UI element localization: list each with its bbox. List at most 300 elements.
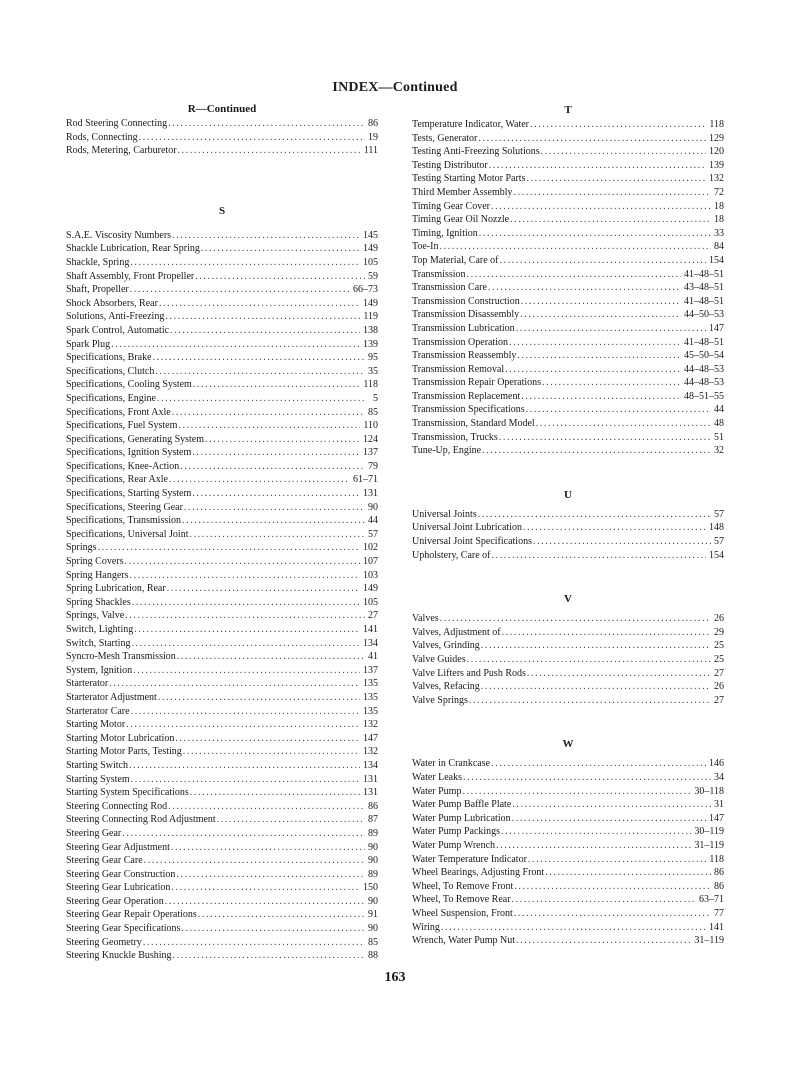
entry-label: Wheel Suspension, Front <box>412 907 513 919</box>
index-entry <box>412 444 724 458</box>
dot-leader <box>523 521 706 535</box>
entry-page-ref: 107 <box>363 556 378 568</box>
dot-leader <box>514 880 711 894</box>
entry-page-ref: 44–48–53 <box>684 377 724 389</box>
entry-page-ref: 105 <box>363 596 378 608</box>
entry-label: Transmission Specifications <box>412 404 525 416</box>
index-entry <box>66 460 378 474</box>
entry-label: Water Pump <box>412 785 462 797</box>
index-entry <box>412 172 724 186</box>
dot-leader <box>111 338 360 352</box>
index-entry <box>412 785 724 799</box>
entry-label: Specifications, Generating System <box>66 433 205 445</box>
dot-leader <box>176 868 365 882</box>
entry-page-ref: 131 <box>363 773 378 785</box>
entry-label: Starting Motor Lubrication <box>66 732 175 744</box>
dot-leader <box>520 308 681 322</box>
index-entry <box>412 680 724 694</box>
entry-label: Shock Absorbers, Rear <box>66 297 158 309</box>
dot-leader <box>440 612 711 626</box>
index-entry <box>412 921 724 935</box>
dot-leader <box>481 639 711 653</box>
dot-leader <box>440 240 711 254</box>
entry-label: Transmission, Trucks <box>412 431 498 443</box>
entry-label: Spark Control, Automatic <box>66 324 170 336</box>
dot-leader <box>201 242 360 256</box>
dot-leader <box>516 934 691 948</box>
entry-label: Steering Gear Construction <box>66 868 176 880</box>
entry-page-ref: 44 <box>714 404 724 416</box>
entry-label: Starting System Specifications <box>66 787 189 799</box>
dot-leader <box>165 895 365 909</box>
dot-leader <box>528 853 706 867</box>
index-entry <box>412 521 724 535</box>
entry-page-ref: 118 <box>363 379 378 391</box>
section-heading-r: R—Continued <box>187 103 257 115</box>
entry-page-ref: 45–50–54 <box>684 350 724 362</box>
entry-label: Springs <box>66 542 97 554</box>
entry-label: Valves <box>412 613 439 625</box>
entry-label: Valve Springs <box>412 694 468 706</box>
entry-label: Transmission Care <box>412 282 487 294</box>
index-entry <box>412 694 724 708</box>
index-entry <box>412 363 724 377</box>
index-entry <box>66 446 378 460</box>
index-entry <box>66 324 378 338</box>
entry-label: Rods, Metering, Carburetor <box>66 145 177 157</box>
entry-label: Transmission Construction <box>412 295 520 307</box>
index-entry <box>412 308 724 322</box>
section-spacer <box>66 158 378 204</box>
entry-page-ref: 147 <box>709 812 724 824</box>
index-entry <box>66 854 378 868</box>
dot-leader <box>467 653 711 667</box>
entry-page-ref: 154 <box>709 549 724 561</box>
dot-leader <box>177 650 365 664</box>
entry-label: Wheel Bearings, Adjusting Front <box>412 867 545 879</box>
dot-leader <box>168 117 365 131</box>
index-entry <box>412 281 724 295</box>
entry-page-ref: 44–50–53 <box>684 309 724 321</box>
entry-label: Specifications, Universal Joint <box>66 528 189 540</box>
entry-page-ref: 147 <box>363 732 378 744</box>
entry-label: S.A.E. Viscosity Numbers <box>66 229 172 241</box>
entry-label: Spark Plug <box>66 338 111 350</box>
entry-label: Specifications, Brake <box>66 352 152 364</box>
entry-page-ref: 61–71 <box>353 474 378 486</box>
index-entry <box>66 677 378 691</box>
dot-leader <box>496 839 691 853</box>
dot-leader <box>139 131 365 145</box>
entry-label: Timing Gear Cover <box>412 200 490 212</box>
dot-leader <box>143 936 365 950</box>
index-entry <box>412 118 724 132</box>
entry-page-ref: 86 <box>714 880 724 892</box>
dot-leader <box>175 732 360 746</box>
index-entry <box>66 908 378 922</box>
index-entry <box>412 403 724 417</box>
entry-page-ref: 25 <box>714 654 724 665</box>
index-entry <box>66 936 378 950</box>
entry-page-ref: 119 <box>363 311 378 323</box>
index-entry <box>66 609 378 623</box>
dot-leader <box>467 268 681 282</box>
entry-label: Universal Joint Specifications <box>412 536 532 548</box>
index-entry <box>412 376 724 390</box>
dot-leader <box>499 431 711 445</box>
dot-leader <box>505 363 681 377</box>
entry-page-ref: 103 <box>363 569 378 581</box>
entry-page-ref: 51 <box>714 431 724 443</box>
dot-leader <box>514 907 711 921</box>
index-entry <box>412 866 724 880</box>
entry-page-ref: 79 <box>368 460 378 472</box>
entry-label: Water Pump Baffle Plate <box>412 799 512 811</box>
index-entry <box>66 351 378 365</box>
entry-label: Steering Connecting Rod <box>66 800 168 812</box>
index-entry <box>66 650 378 664</box>
entry-label: Valves, Refacing <box>412 681 480 693</box>
entry-page-ref: 90 <box>368 501 378 513</box>
index-entry <box>412 322 724 336</box>
entry-page-ref: 63–71 <box>699 894 724 906</box>
dot-leader <box>482 444 711 458</box>
entry-label: Tune-Up, Engine <box>412 445 482 457</box>
entry-label: Steering Gear Lubrication <box>66 882 171 894</box>
dot-leader <box>536 417 711 431</box>
entry-label: Shackle, Spring <box>66 256 130 268</box>
dot-leader <box>133 664 360 678</box>
entry-label: Steering Gear Repair Operations <box>66 909 197 921</box>
entry-label: Transmission Operation <box>412 336 509 348</box>
entry-page-ref: 90 <box>368 923 378 935</box>
page-number: 163 <box>384 970 406 985</box>
entry-label: Transmission <box>412 268 466 280</box>
entry-label: System, Ignition <box>66 664 133 676</box>
entry-label: Rod Steering Connecting <box>66 118 168 129</box>
entry-page-ref: 111 <box>363 145 378 157</box>
dot-leader <box>512 893 696 907</box>
dot-leader <box>157 392 365 406</box>
entry-label: Timing Gear Oil Nozzle <box>412 214 510 226</box>
section-spacer <box>66 219 378 229</box>
index-entry <box>412 798 724 812</box>
entry-page-ref: 134 <box>363 637 378 649</box>
dot-leader <box>488 281 681 295</box>
entry-page-ref: 57 <box>368 528 378 540</box>
index-entry <box>66 555 378 569</box>
dot-leader <box>517 349 681 363</box>
dot-leader <box>125 555 361 569</box>
entry-label: Transmission, Standard Model <box>412 418 535 430</box>
entry-label: Valve Lifters and Push Rods <box>412 667 526 679</box>
entry-label: Spring Covers <box>66 556 124 568</box>
entry-label: Third Member Assembly <box>412 186 513 198</box>
index-entry <box>66 528 378 542</box>
entry-label: Spring Hangers <box>66 569 129 581</box>
entry-page-ref: 137 <box>363 664 378 676</box>
dot-leader <box>159 297 360 311</box>
entry-label: Specifications, Clutch <box>66 365 155 377</box>
index-entry <box>412 880 724 894</box>
entry-label: Toe-In <box>412 241 439 253</box>
entry-page-ref: 90 <box>368 841 378 853</box>
index-entry <box>66 501 378 515</box>
entry-label: Solutions, Anti-Freezing <box>66 311 165 323</box>
entry-label: Switch, Starting <box>66 637 131 649</box>
entry-page-ref: 131 <box>363 488 378 500</box>
index-entry <box>412 667 724 681</box>
section-t-entries <box>412 118 724 458</box>
index-entry <box>66 596 378 610</box>
section-heading-s: S <box>218 204 226 217</box>
entry-page-ref: 57 <box>714 536 724 548</box>
section-heading-u: U <box>564 488 572 501</box>
entry-label: Syncro-Mesh Transmission <box>66 651 176 663</box>
entry-page-ref: 31 <box>714 799 724 811</box>
dot-leader <box>192 446 360 460</box>
entry-page-ref: 18 <box>714 214 724 226</box>
dot-leader <box>180 460 365 474</box>
index-entry <box>66 786 378 800</box>
entry-label: Water in Crankcase <box>412 758 491 770</box>
entry-label: Specifications, Starting System <box>66 488 192 500</box>
dot-leader <box>512 812 706 826</box>
entry-page-ref: 86 <box>368 800 378 812</box>
dot-leader <box>182 514 365 528</box>
entry-page-ref: 85 <box>368 406 378 418</box>
entry-label: Steering Geometry <box>66 936 142 948</box>
section-heading-w: W <box>562 738 574 751</box>
index-entry <box>412 336 724 350</box>
entry-page-ref: 66–73 <box>353 284 378 296</box>
dot-leader <box>122 827 365 841</box>
index-entry <box>66 569 378 583</box>
entry-label: Upholstery, Care of <box>412 549 491 561</box>
dot-leader <box>489 159 706 173</box>
dot-leader <box>165 310 360 324</box>
entry-label: Specifications, Fuel System <box>66 420 178 432</box>
index-entry <box>412 549 724 563</box>
entry-page-ref: 85 <box>368 936 378 948</box>
dot-leader <box>193 378 361 392</box>
entry-page-ref: 141 <box>363 624 378 635</box>
dot-leader <box>481 680 711 694</box>
entry-label: Starting Switch <box>66 759 128 771</box>
dot-leader <box>132 596 360 610</box>
dot-leader <box>184 501 365 515</box>
entry-page-ref: 139 <box>363 338 378 350</box>
entry-page-ref: 102 <box>363 542 378 554</box>
dot-leader <box>181 922 365 936</box>
entry-label: Transmission Removal <box>412 363 505 375</box>
dot-leader <box>502 626 711 640</box>
index-entry <box>412 213 724 227</box>
entry-label: Water Leaks <box>412 771 462 783</box>
entry-label: Transmission Disassembly <box>412 309 520 321</box>
index-entry <box>66 732 378 746</box>
index-entry <box>66 514 378 528</box>
entry-page-ref: 135 <box>363 691 378 703</box>
entry-page-ref: 149 <box>363 297 378 309</box>
entry-label: Switch, Lighting <box>66 624 134 635</box>
entry-label: Wrench, Water Pump Nut <box>412 935 516 947</box>
entry-page-ref: 32 <box>714 445 724 457</box>
dot-leader <box>131 637 360 651</box>
dot-leader <box>125 609 365 623</box>
entry-label: Water Pump Packings <box>412 826 501 838</box>
index-entry <box>66 433 378 447</box>
dot-leader <box>217 813 365 827</box>
dot-leader <box>533 535 711 549</box>
entry-page-ref: 41–48–51 <box>684 336 724 348</box>
dot-leader <box>190 786 360 800</box>
dot-leader <box>492 549 707 563</box>
index-entry <box>66 949 378 963</box>
dot-leader <box>167 582 360 596</box>
entry-page-ref: 57 <box>714 508 724 520</box>
dot-leader <box>462 785 691 799</box>
dot-leader <box>178 419 360 433</box>
entry-page-ref: 88 <box>368 950 378 962</box>
index-entry <box>66 895 378 909</box>
section-r-entries <box>66 117 378 158</box>
dot-leader <box>491 200 711 214</box>
index-entry <box>66 827 378 841</box>
entry-page-ref: 138 <box>363 324 378 336</box>
entry-page-ref: 141 <box>709 921 724 933</box>
index-entry <box>66 541 378 555</box>
dot-leader <box>512 798 711 812</box>
section-spacer <box>412 707 724 737</box>
section-heading-v: V <box>564 593 572 606</box>
index-entry <box>412 240 724 254</box>
section-w-entries <box>412 757 724 947</box>
dot-leader <box>170 324 360 338</box>
entry-page-ref: 30–119 <box>694 826 724 838</box>
index-entry <box>412 535 724 549</box>
index-entry <box>412 934 724 948</box>
entry-page-ref: 84 <box>714 241 724 253</box>
entry-page-ref: 135 <box>363 678 378 690</box>
index-entry <box>412 132 724 146</box>
entry-page-ref: 59 <box>368 270 378 282</box>
entry-page-ref: 19 <box>368 131 378 143</box>
index-entry <box>412 853 724 867</box>
entry-label: Specifications, Cooling System <box>66 379 192 391</box>
entry-page-ref: 132 <box>363 719 378 731</box>
entry-page-ref: 33 <box>714 227 724 239</box>
index-entry <box>66 229 378 243</box>
entry-label: Specifications, Knee-Action <box>66 460 180 472</box>
index-column-right <box>412 103 724 948</box>
entry-page-ref: 87 <box>368 814 378 826</box>
index-entry <box>66 813 378 827</box>
entry-page-ref: 27 <box>714 694 724 706</box>
dot-leader <box>521 295 681 309</box>
dot-leader <box>514 186 711 200</box>
entry-page-ref: 154 <box>709 254 724 266</box>
entry-label: Universal Joints <box>412 508 477 520</box>
dot-leader <box>178 144 361 158</box>
dot-leader <box>131 773 360 787</box>
entry-label: Specifications, Transmission <box>66 515 182 527</box>
entry-label: Valve Guides <box>412 654 466 665</box>
entry-label: Transmission Repair Operations <box>412 377 542 389</box>
entry-page-ref: 120 <box>709 146 724 158</box>
entry-label: Starterator Adjustment <box>66 691 157 703</box>
index-entry <box>412 417 724 431</box>
dot-leader <box>169 473 350 487</box>
dot-leader <box>479 227 711 241</box>
index-entry <box>66 745 378 759</box>
dot-leader <box>198 908 365 922</box>
entry-label: Starting Motor <box>66 719 126 731</box>
entry-page-ref: 27 <box>368 610 378 622</box>
entry-label: Timing, Ignition <box>412 227 478 239</box>
entry-label: Universal Joint Lubrication <box>412 522 522 534</box>
section-s-entries <box>66 229 378 963</box>
index-entry <box>66 338 378 352</box>
entry-label: Springs, Valve <box>66 610 125 622</box>
entry-page-ref: 31–119 <box>694 839 724 851</box>
index-entry <box>412 639 724 653</box>
index-entry <box>66 664 378 678</box>
dot-leader <box>130 283 350 297</box>
entry-page-ref: 145 <box>363 229 378 241</box>
dot-leader <box>510 213 711 227</box>
entry-label: Transmission Replacement <box>412 390 521 402</box>
entry-page-ref: 149 <box>363 243 378 255</box>
dot-leader <box>195 270 365 284</box>
index-entry <box>412 186 724 200</box>
index-entry <box>66 419 378 433</box>
entry-page-ref: 27 <box>714 667 724 679</box>
index-entry <box>66 691 378 705</box>
dot-leader <box>183 745 360 759</box>
dot-leader <box>168 800 365 814</box>
entry-page-ref: 129 <box>709 132 724 144</box>
entry-label: Spring Lubrication, Rear <box>66 583 166 595</box>
page-title: INDEX—Continued <box>332 80 458 95</box>
entry-page-ref: 118 <box>709 853 724 865</box>
dot-leader <box>158 691 360 705</box>
dot-leader <box>109 677 360 691</box>
index-entry <box>66 365 378 379</box>
entry-page-ref: 146 <box>709 758 724 770</box>
entry-page-ref: 41 <box>368 651 378 663</box>
index-entry <box>66 705 378 719</box>
entry-page-ref: 41–48–51 <box>684 295 724 307</box>
entry-label: Steering Knuckle Bushing <box>66 950 172 962</box>
entry-page-ref: 110 <box>363 420 378 432</box>
index-entry <box>66 117 378 131</box>
index-entry <box>412 200 724 214</box>
dot-leader <box>469 694 711 708</box>
dot-leader <box>478 508 711 522</box>
index-entry <box>66 242 378 256</box>
index-entry <box>66 310 378 324</box>
entry-label: Steering Gear Operation <box>66 895 164 907</box>
entry-page-ref: 137 <box>363 447 378 459</box>
index-entry <box>66 841 378 855</box>
entry-label: Water Pump Wrench <box>412 839 496 851</box>
dot-leader <box>155 365 365 379</box>
entry-label: Testing Anti-Freezing Solutions <box>412 146 540 158</box>
entry-page-ref: 72 <box>714 186 724 198</box>
entry-label: Specifications, Ignition System <box>66 447 192 459</box>
index-entry <box>66 759 378 773</box>
